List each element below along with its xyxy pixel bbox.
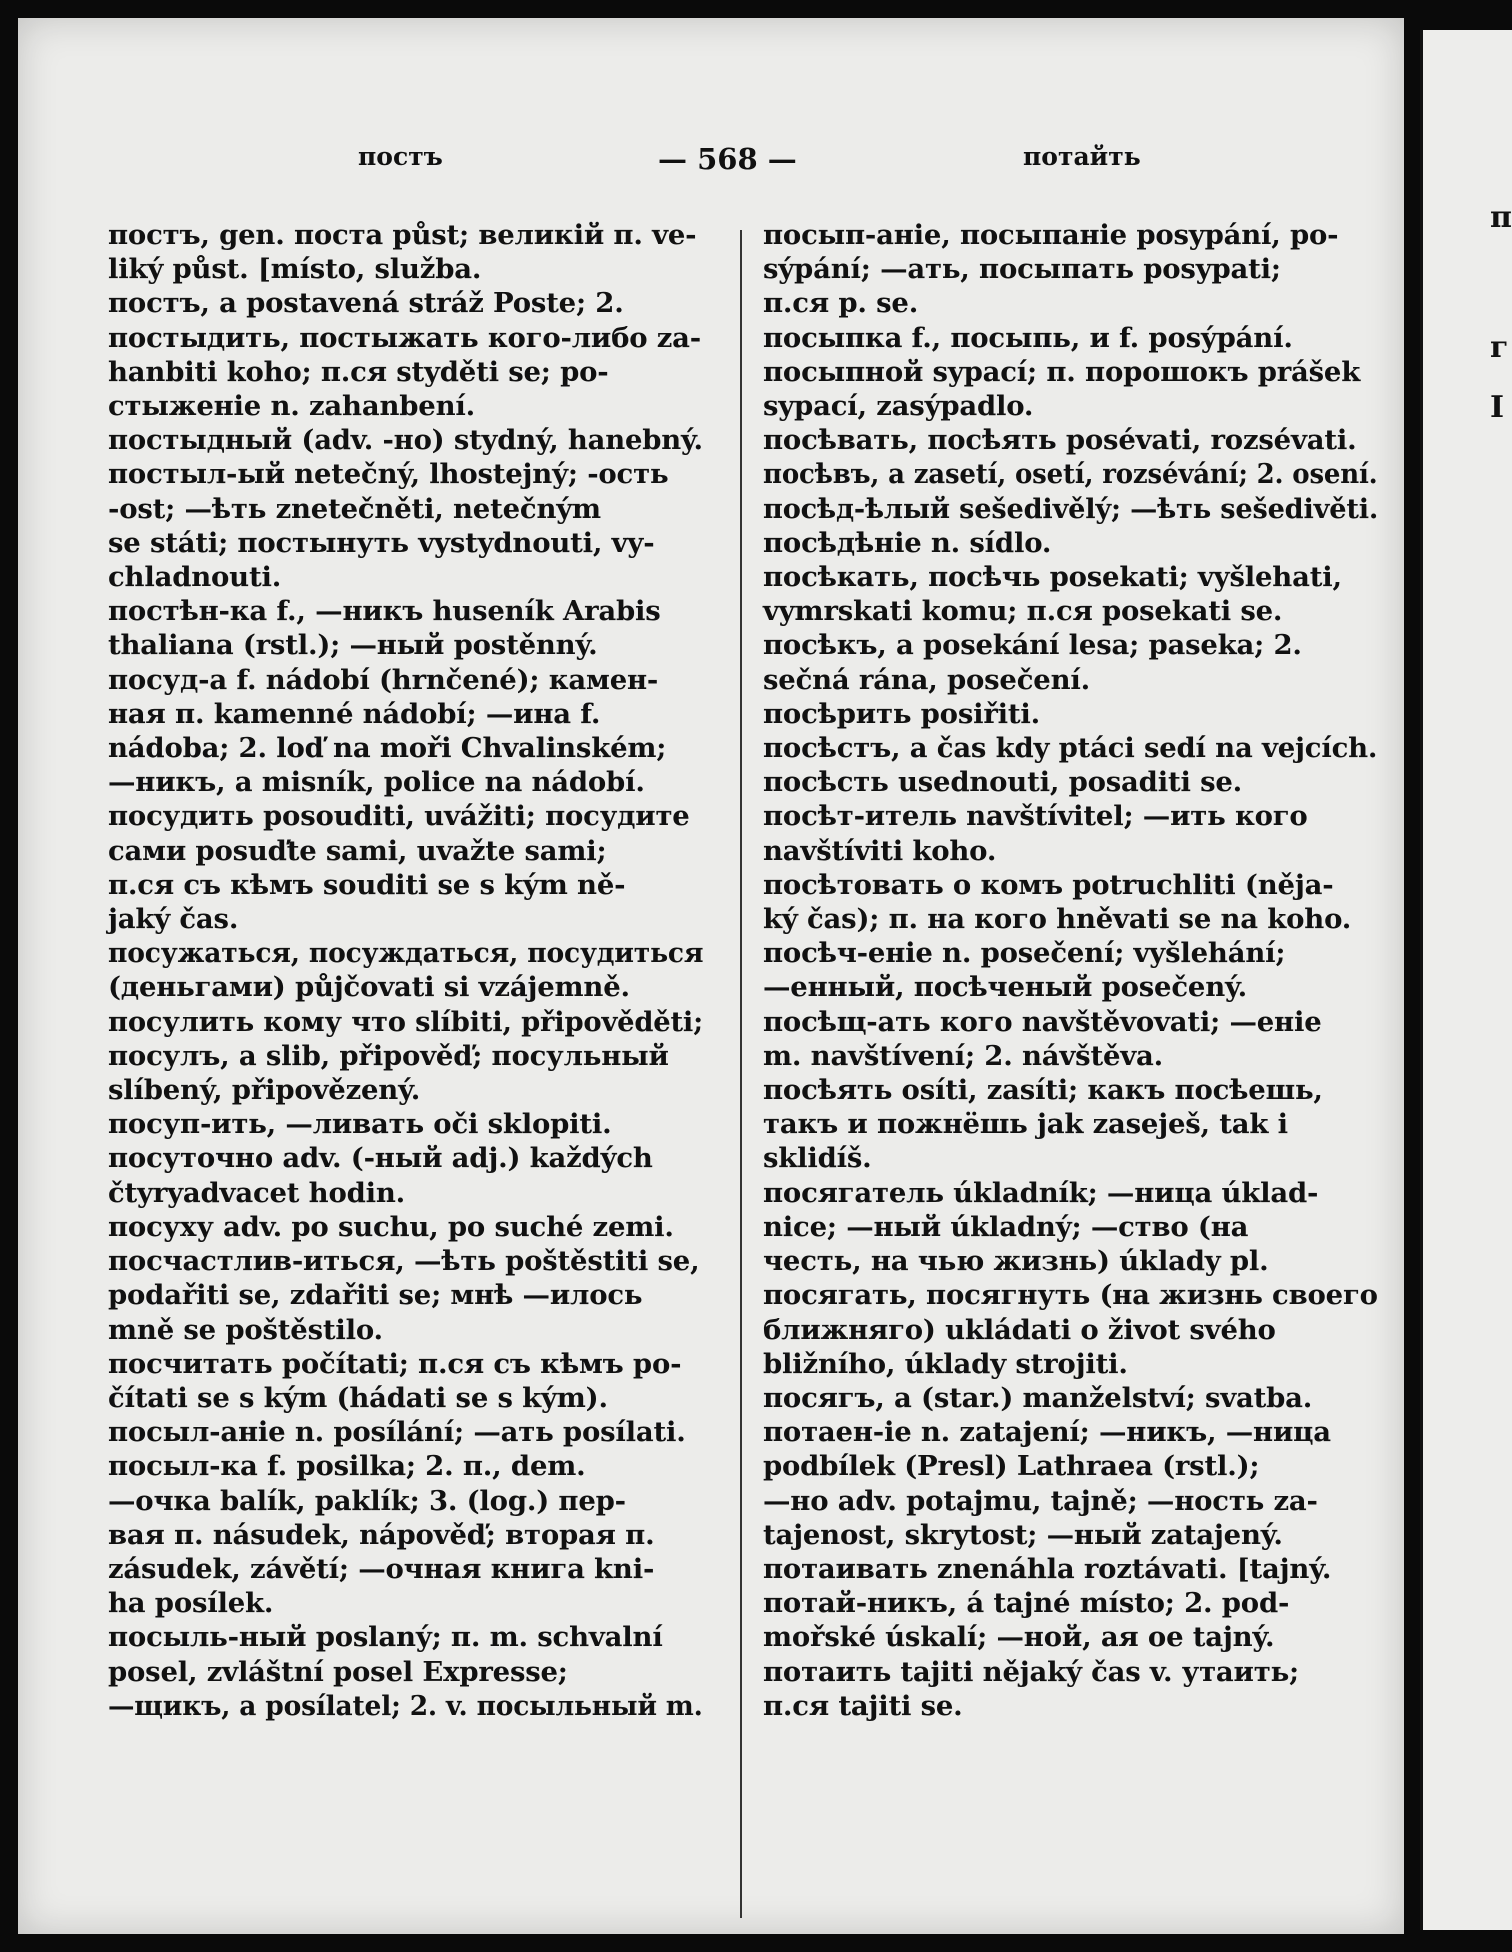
left-column xyxy=(108,218,703,1723)
right-column-line: посыпной sypací; п. порошокъ prášek xyxy=(763,355,1361,388)
right-column-line: посѣкать, посѣчь posekati; vyšlehati, xyxy=(763,561,1342,594)
left-column-line: посыль-ный poslaný; п. m. schvalní xyxy=(108,1621,663,1654)
right-column-line: посягъ, a (star.) manželství; svatba. xyxy=(763,1381,1313,1414)
left-column-line: posel, zvláštní posel Expresse; xyxy=(108,1655,568,1688)
next-page-fragment: г xyxy=(1490,330,1509,365)
left-column-line: посулъ, a slib, připověď; посульный xyxy=(108,1039,669,1072)
left-column-line: посуточно adv. (-ный adj.) každých xyxy=(108,1142,653,1175)
left-column-line: čítati se s kým (hádati se s kým). xyxy=(108,1381,608,1414)
right-column-line: посѣкъ, a posekání lesa; paseka; 2. xyxy=(763,629,1302,662)
left-column-line: thaliana (rstl.); —ный postěnný. xyxy=(108,629,598,662)
left-column-line: посуд-а f. nádobí (hrnčené); камен- xyxy=(108,663,659,696)
left-column-line: сами posuďte sami, uvažte sami; xyxy=(108,834,607,867)
left-column-line: п.ся съ кѣмъ souditi se s kým ně- xyxy=(108,868,626,901)
right-column-line: посѣдѣніе n. sídlo. xyxy=(763,526,1052,559)
left-column-line: посыл-ка f. posilka; 2. п., dem. xyxy=(108,1450,586,1483)
left-column-line: ная п. kamenné nádobí; —ина f. xyxy=(108,697,601,730)
right-column-line: посѣтовать о комъ potruchliti (něja- xyxy=(763,868,1334,901)
left-column-line: стыженіе n. zahanbení. xyxy=(108,390,475,423)
right-column-line: посѣять osíti, zasíti; какъ посѣешь, xyxy=(763,1074,1323,1107)
left-column-line: zásudek, závětí; —очная книга kni- xyxy=(108,1552,655,1585)
right-column-line: посѣвать, посѣять posévati, rozsévati. xyxy=(763,424,1357,457)
left-column-line: посыл-аніе n. posílání; —ать posílati. xyxy=(108,1416,686,1449)
right-column-line: п.ся tajiti se. xyxy=(763,1689,963,1722)
left-column-line: посужаться, посуждаться, посудиться xyxy=(108,937,704,970)
left-column-line: nádoba; 2. loď na moři Chvalinském; xyxy=(108,732,667,765)
column-divider xyxy=(740,230,742,1918)
page-header xyxy=(18,142,1404,182)
left-column-line: вая п. násudek, nápověď; вторая п. xyxy=(108,1518,655,1551)
right-column-line: ký čas); п. на кого hněvati se na koho. xyxy=(763,903,1352,936)
right-column-line: потай-никъ, á tajné místo; 2. pod- xyxy=(763,1587,1290,1620)
right-column-line: bližního, úklady strojiti. xyxy=(763,1347,1128,1380)
left-column-line: —щикъ, a posílatel; 2. v. посыльный m. xyxy=(108,1689,703,1722)
right-column-line: m. navštívení; 2. návštěva. xyxy=(763,1039,1164,1072)
left-column-line: посулить кому что slíbiti, připověděti; xyxy=(108,1005,704,1038)
right-column-line: —но adv. potajmu, tajně; —ность za- xyxy=(763,1484,1318,1517)
left-column-line: podařiti se, zdařiti se; мнѣ —илось xyxy=(108,1279,643,1312)
left-column-line: —никъ, a misník, police na nádobí. xyxy=(108,766,645,799)
right-column-line: посѣч-еніе n. posečení; vyšlehání; xyxy=(763,937,1286,970)
page-gutter xyxy=(1420,30,1423,1930)
left-column-line: постыл-ый netečný, lhostejný; -ость xyxy=(108,458,669,491)
right-column-line: посып-аніе, посыпаніе posypání, po- xyxy=(763,219,1339,251)
right-column-line: посягатель úkladník; —ница úklad- xyxy=(763,1176,1319,1209)
next-page-fragment: п xyxy=(1490,200,1512,235)
left-column-line: (деньгами) půjčovati si vzájemně. xyxy=(108,971,630,1004)
header-right-guideword: потайть xyxy=(1023,142,1141,171)
left-column-line: ha posílek. xyxy=(108,1587,274,1620)
right-column-line: потаен-іе n. zatajení; —никъ, —ница xyxy=(763,1416,1331,1449)
right-column-line: посѣсть usednouti, posaditi se. xyxy=(763,766,1243,799)
left-column-line: посудить posouditi, uvážiti; посудите xyxy=(108,800,690,833)
right-column-line: потаивать znenáhla roztávati. [tajný. xyxy=(763,1552,1332,1585)
page-number: — 568 — xyxy=(658,142,797,176)
left-column-line: постъ, gen. поста půst; великій п. ve- xyxy=(108,219,697,251)
left-column-line: slíbený, připovězený. xyxy=(108,1074,421,1107)
right-column-line: podbílek (Presl) Lathraea (rstl.); xyxy=(763,1450,1260,1483)
right-column-line: ближняго) ukládati o život svého xyxy=(763,1313,1276,1346)
right-column xyxy=(763,218,1378,1723)
right-column-line: посягать, посягнуть (на жизнь своего xyxy=(763,1279,1378,1312)
left-column-line: hanbiti koho; п.ся styděti se; po- xyxy=(108,355,609,388)
left-column-line: čtyryadvacet hodin. xyxy=(108,1176,406,1209)
right-column-line: посѣт-итель navštívitel; —ить кого xyxy=(763,800,1308,833)
left-column-line: -ost; —ѣть znetečněti, netečným xyxy=(108,492,601,525)
right-column-line: посѣвъ, a zasetí, osetí, rozsévání; 2. osení. xyxy=(763,458,1378,491)
left-column-line: постъ, a postavená stráž Poste; 2. xyxy=(108,287,624,320)
right-column-line: посѣрить posiřiti. xyxy=(763,697,1041,730)
right-column-line: sýpání; —ать, посыпать posypati; xyxy=(763,253,1281,286)
left-column-line: постыдить, постыжать кого-либо za- xyxy=(108,321,701,354)
right-column-line: vymrskati komu; п.ся posekati se. xyxy=(763,595,1283,628)
right-column-line: sečná rána, posečení. xyxy=(763,663,1090,696)
right-column-line: посѣщ-ать кого navštěvovati; —еніе xyxy=(763,1005,1322,1038)
left-column-line: jaký čas. xyxy=(108,903,239,936)
right-column-line: mořské úskalí; —ной, ая ое tajný. xyxy=(763,1621,1275,1654)
right-column-line: nice; —ный úkladný; —ство (на xyxy=(763,1210,1249,1243)
left-column-line: посуху adv. po suchu, po suché zemi. xyxy=(108,1210,674,1243)
right-column-line: tajenost, skrytost; —ный zatajený. xyxy=(763,1518,1283,1551)
right-column-line: sypací, zasýpadlo. xyxy=(763,390,1034,423)
right-column-line: потаить tajiti nějaký čas v. утаить; xyxy=(763,1655,1300,1688)
right-column-line: —енный, посѣченый posečený. xyxy=(763,971,1247,1004)
next-page-fragment: I xyxy=(1490,390,1505,425)
right-column-line: такъ и пожнёшь jak zaseješ, tak i xyxy=(763,1108,1288,1141)
left-column-line: посуп-ить, —ливать oči sklopiti. xyxy=(108,1108,612,1141)
next-page-edge xyxy=(1420,30,1512,1930)
right-column-line: честь, на чью жизнь) úklady pl. xyxy=(763,1245,1269,1278)
right-column-line: посѣстъ, a čas kdy ptáci sedí na vejcích. xyxy=(763,732,1378,765)
dictionary-page xyxy=(18,18,1404,1934)
right-column-line: посыпка f., посыпь, и f. posýpání. xyxy=(763,321,1293,354)
left-column-line: chladnouti. xyxy=(108,561,282,594)
left-column-line: постѣн-ка f., —никъ huseník Arabis xyxy=(108,595,661,628)
left-column-line: —очка balík, paklík; 3. (log.) пер- xyxy=(108,1484,626,1517)
left-column-line: посчастлив-иться, —ѣть poštěstiti se, xyxy=(108,1245,700,1278)
right-column-line: посѣд-ѣлый sešedivělý; —ѣть sešedivěti. xyxy=(763,492,1379,525)
left-column-line: liký půst. [místo, služba. xyxy=(108,253,482,286)
header-left-guideword: постъ xyxy=(358,142,443,171)
right-column-line: navštíviti koho. xyxy=(763,834,997,867)
left-column-line: посчитать počítati; п.ся съ кѣмъ po- xyxy=(108,1347,682,1380)
left-column-line: mně se poštěstilo. xyxy=(108,1313,383,1346)
left-column-line: se státi; постынуть vystydnouti, vy- xyxy=(108,526,655,559)
left-column-line: постыдный (adv. -но) stydný, hanebný. xyxy=(108,424,703,457)
right-column-line: sklidíš. xyxy=(763,1142,872,1175)
right-column-line: п.ся p. se. xyxy=(763,287,919,320)
